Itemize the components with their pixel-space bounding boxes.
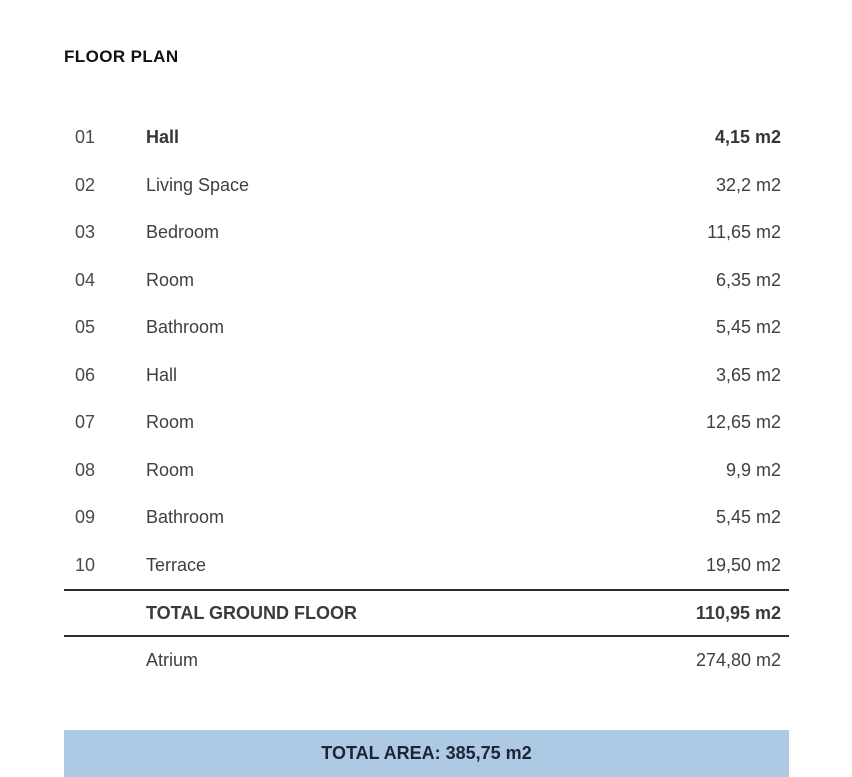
total-ground-floor-row — [64, 589, 789, 637]
row-name: Room — [146, 459, 195, 480]
row-number: 04 — [75, 269, 96, 290]
row-number: 03 — [75, 222, 96, 243]
row-name: Bathroom — [146, 507, 225, 528]
table-row — [64, 257, 789, 305]
row-area: 32,2 m2 — [715, 174, 781, 195]
row-name: Living Space — [146, 174, 250, 195]
row-name: Bathroom — [146, 317, 225, 338]
table-row — [64, 352, 789, 400]
row-name: Hall — [146, 127, 180, 148]
row-name: Terrace — [146, 554, 207, 575]
row-area: 19,50 m2 — [705, 554, 781, 575]
atrium-label: Atrium — [146, 650, 199, 671]
row-number: 08 — [75, 459, 96, 480]
row-number: 05 — [75, 317, 96, 338]
table-row — [64, 399, 789, 447]
table-row — [64, 494, 789, 542]
page-title: FLOOR PLAN — [64, 47, 179, 66]
table-row — [64, 542, 789, 590]
atrium-row — [64, 637, 789, 685]
total-area-label: TOTAL AREA: 385,75 m2 — [321, 743, 532, 763]
total-area-bar — [64, 730, 789, 777]
row-name: Room — [146, 412, 195, 433]
row-area: 9,9 m2 — [725, 459, 781, 480]
row-number: 01 — [75, 127, 96, 148]
row-area: 11,65 m2 — [707, 222, 781, 243]
row-name: Hall — [146, 364, 178, 385]
table-row — [64, 162, 789, 210]
row-area: 5,45 m2 — [715, 317, 781, 338]
table-row — [64, 114, 789, 162]
row-number: 02 — [75, 174, 96, 195]
floor-plan-container — [64, 0, 789, 777]
total-ground-floor-area: 110,95 m2 — [695, 602, 781, 623]
table-row — [64, 447, 789, 495]
row-number: 07 — [75, 412, 96, 433]
row-number: 06 — [75, 364, 96, 385]
row-name: Bedroom — [146, 222, 220, 243]
row-area: 6,35 m2 — [715, 269, 781, 290]
room-list — [64, 114, 789, 589]
row-name: Room — [146, 269, 195, 290]
row-area: 5,45 m2 — [715, 507, 781, 528]
row-area: 4,15 m2 — [714, 127, 781, 148]
row-area: 3,65 m2 — [715, 364, 781, 385]
table-row — [64, 209, 789, 257]
atrium-area: 274,80 m2 — [695, 650, 781, 671]
table-row — [64, 304, 789, 352]
row-number: 10 — [75, 554, 96, 575]
row-number: 09 — [75, 507, 96, 528]
row-area: 12,65 m2 — [705, 412, 781, 433]
total-ground-floor-label: TOTAL GROUND FLOOR — [146, 602, 357, 623]
